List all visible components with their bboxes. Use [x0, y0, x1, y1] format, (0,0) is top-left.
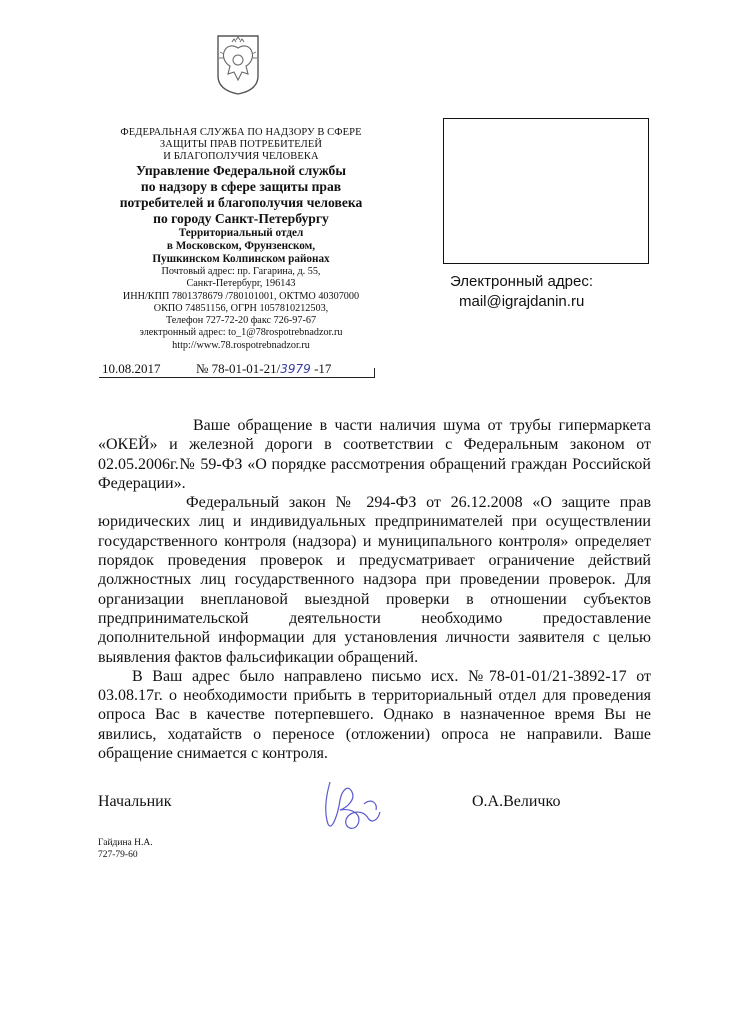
- paragraph-3: В Ваш адрес было направлено письмо исх. №78-01-01/21-3892-17 от 03.08.17г. о необходимости прибыть в территориальный отдел для проведения опроса Вас в качестве потерпевшего. Однако в назначенное время Вы не явились, ходатайств о переносе (отложении) опроса не направили. Ваше обращение снимается с контроля.: [98, 667, 651, 763]
- address-line: Санкт-Петербург, 196143: [186, 278, 296, 290]
- ref-suffix: -17: [314, 361, 332, 376]
- redacted-recipient-box: [443, 118, 649, 264]
- recipient-email: mail@igrajdanin.ru: [459, 293, 585, 310]
- service-line: И БЛАГОПОЛУЧИЯ ЧЕЛОВЕКА: [163, 151, 319, 162]
- letter-body: [98, 416, 651, 763]
- service-line: ФЕДЕРАЛЬНАЯ СЛУЖБА ПО НАДЗОРУ В СФЕРЕ: [120, 127, 362, 138]
- paragraph-1: Ваше обращение в части наличия шума от трубы гипермаркета «ОКЕЙ» и железной дороги в соответствии с Федеральным законом от 02.05.2006г.№ 59-ФЗ «О порядке рассмотрения обращений граждан Российской Федерации».: [98, 417, 651, 492]
- recipient-email-label: Электронный адрес:: [450, 273, 594, 290]
- address-line: ОКПО 74851156, ОГРН 1057810212503,: [153, 302, 329, 314]
- department-line: потребителей и благополучия человека: [119, 195, 363, 210]
- address-line: ИНН/КПП 7801378679 /780101001, ОКТМО 40307000: [122, 290, 360, 302]
- department-line: по надзору в сфере защиты прав: [140, 179, 342, 194]
- office-line: в Московском, Фрунзенском,: [166, 240, 316, 252]
- handwritten-signature: [318, 774, 392, 838]
- address-line: Почтовый адрес: пр. Гагарина, д. 55,: [161, 266, 321, 277]
- paragraph-2: Федеральный закон № 294-ФЗ от 26.12.2008 «О защите прав юридических лиц и индивидуальных предпринимателей при осуществлении государственного контроля (надзора) и муниципального контроля» определяет порядок проведения проверок и предусматривает ограничение действий должностных лиц государственного надзора при проведении проверок. Для организации внеплановой выездной проверки в отношении субъектов предпринимательской деятельности необходимо предоставление дополнительной информации для установления личности заявителя с целью выявления фактов фальсификации обращений.: [98, 494, 651, 666]
- executor-phone: 727-79-60: [98, 850, 138, 860]
- letter-number: [196, 361, 331, 377]
- ref-prefix: № 78-01-01-21/: [196, 361, 281, 376]
- department-line: Управление Федеральной службы: [136, 163, 346, 178]
- executor-block: [98, 837, 153, 861]
- executor-name: Гайдина Н.А.: [98, 838, 153, 848]
- signatory-title: Начальник: [98, 793, 172, 810]
- letter-date: 10.08.2017: [102, 361, 161, 376]
- office-line: Пушкинском Колпинском районах: [152, 253, 330, 265]
- reference-underline-tick: [374, 368, 375, 378]
- coat-of-arms-icon: [214, 34, 262, 96]
- reference-underline: [99, 377, 375, 378]
- address-line: http://www.78.rospotrebnadzor.ru: [172, 339, 310, 351]
- address-line: электронный адрес: to_1@78rospotrebnadzor.ru: [139, 327, 343, 339]
- department-line: по городу Санкт-Петербургу: [153, 211, 329, 226]
- ref-handwritten: 3979: [280, 362, 311, 376]
- service-line: ЗАЩИТЫ ПРАВ ПОТРЕБИТЕЛЕЙ: [159, 139, 323, 150]
- office-line: Территориальный отдел: [178, 227, 304, 239]
- signatory-name: О.А.Величко: [472, 793, 561, 810]
- address-line: Телефон 727-72-20 факс 726-97-67: [165, 315, 317, 327]
- sender-header: [98, 127, 384, 352]
